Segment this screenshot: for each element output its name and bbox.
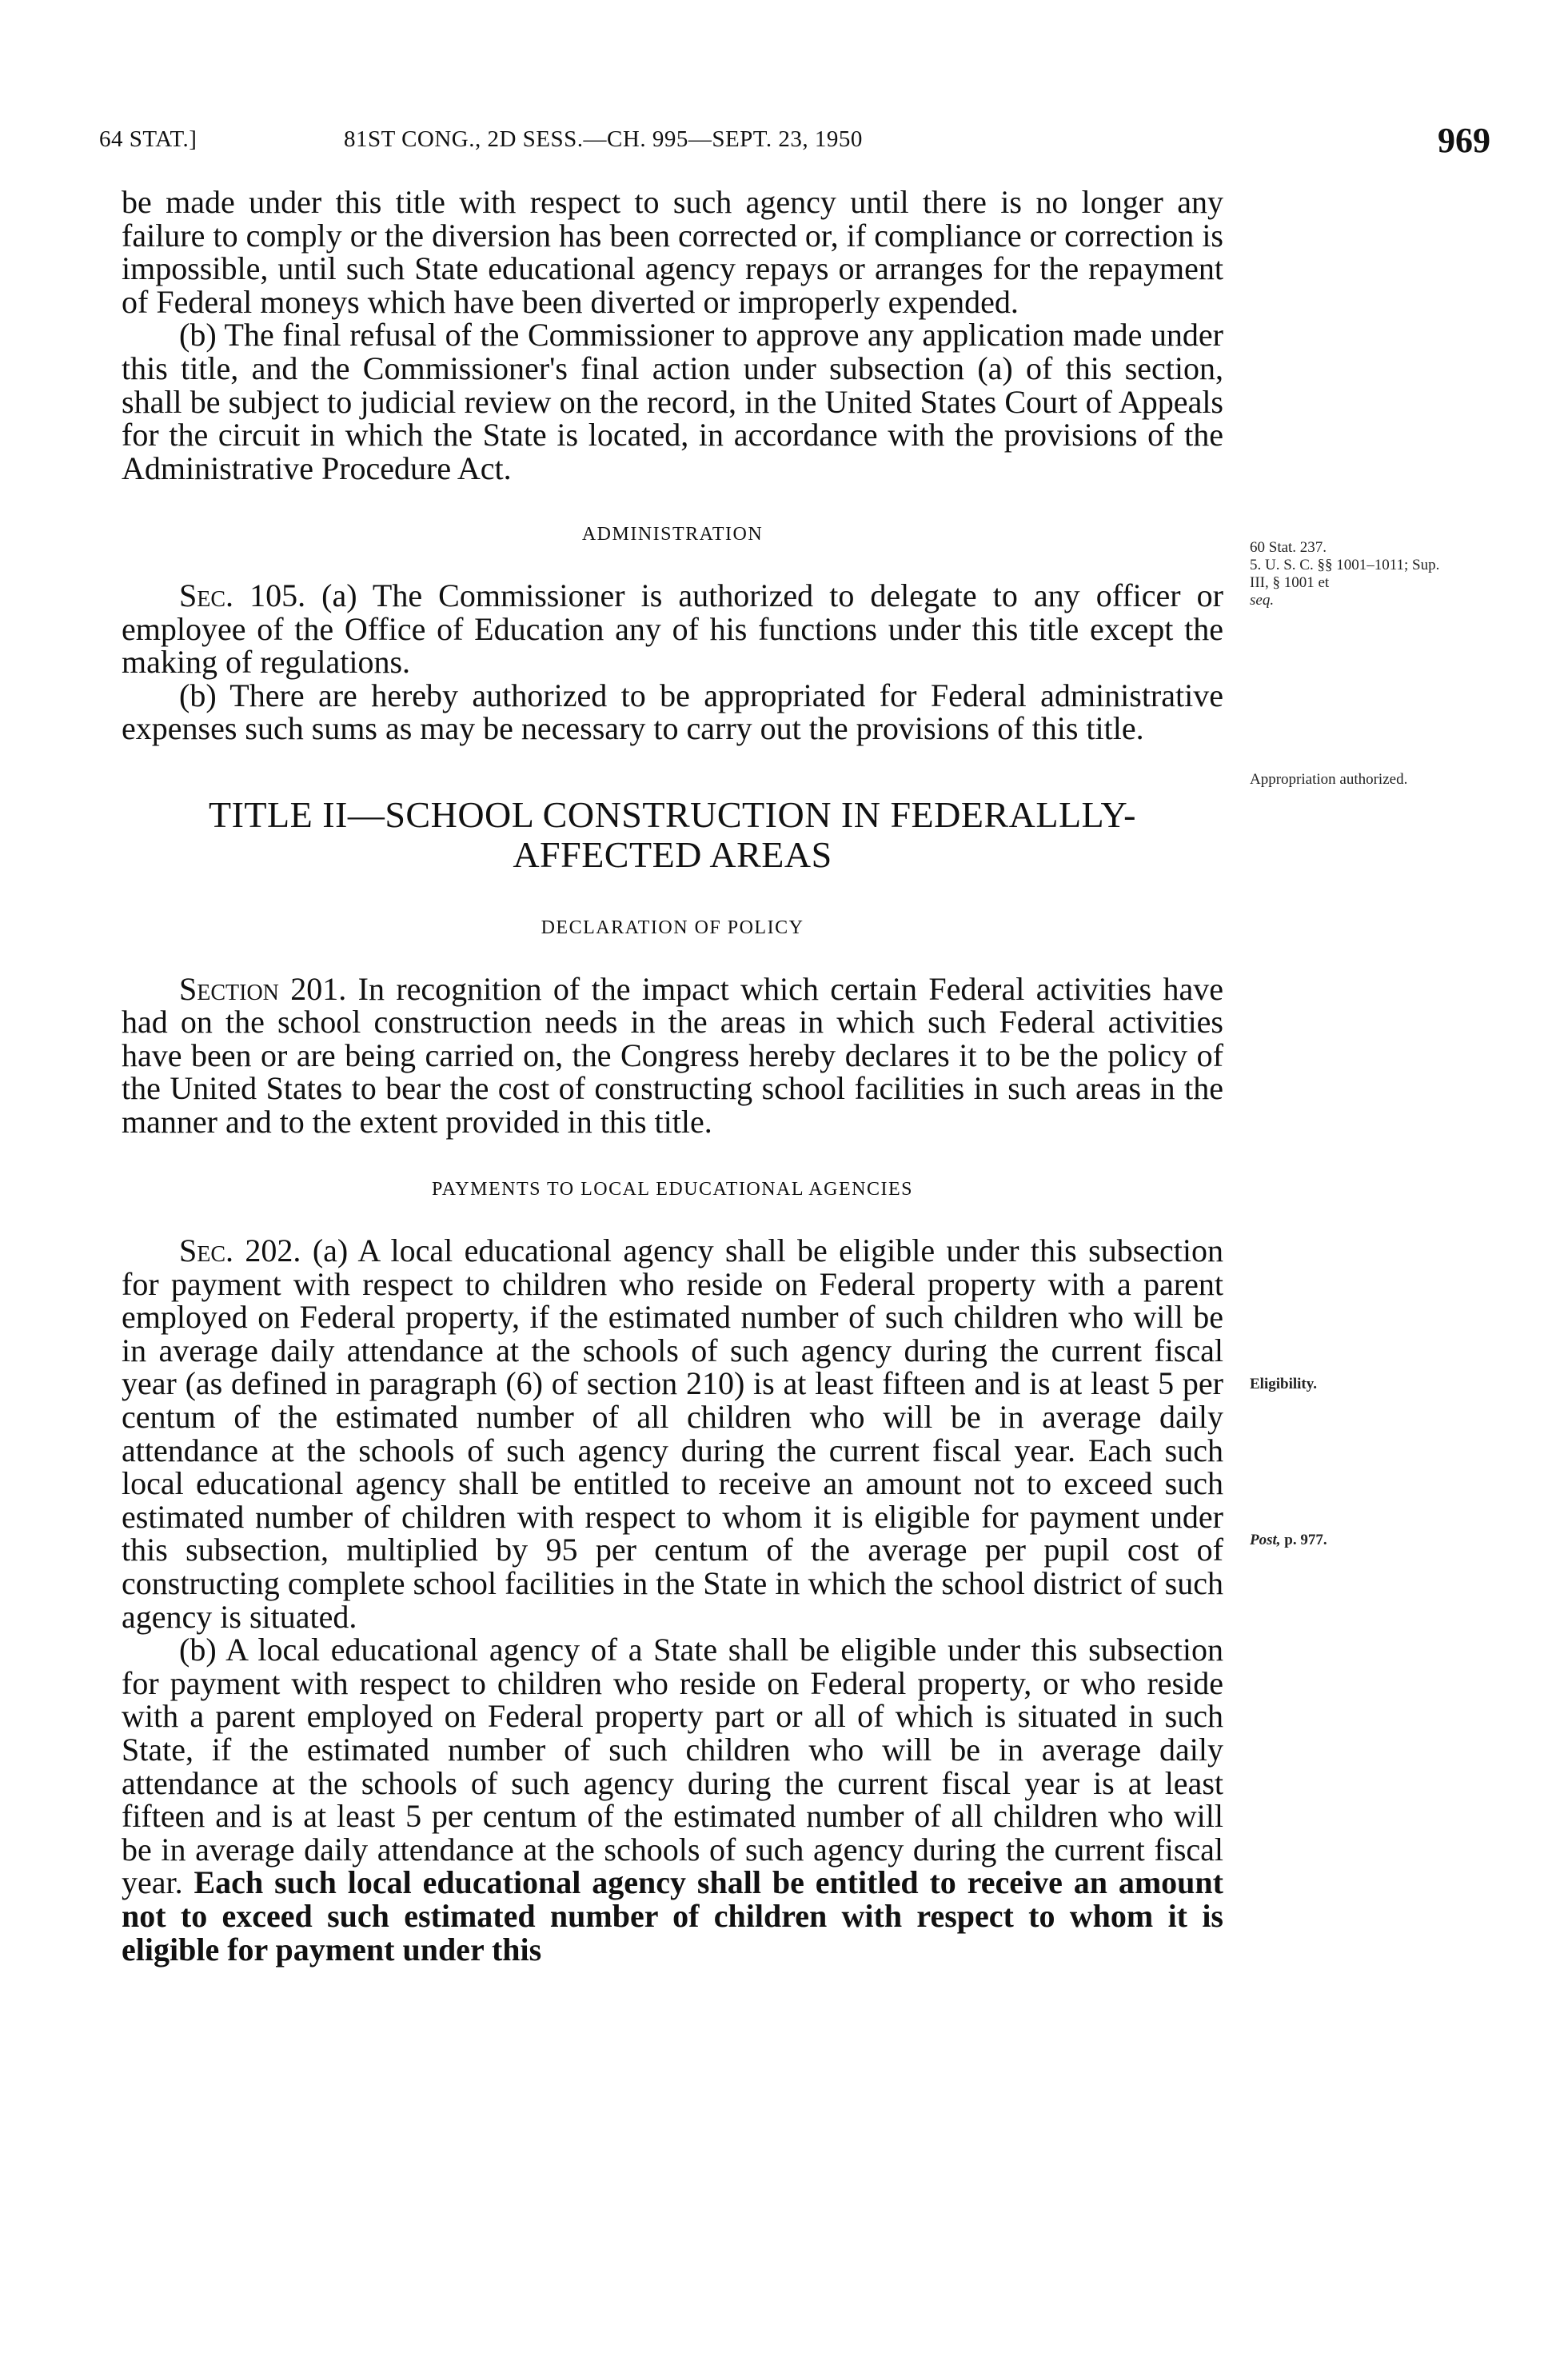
margin-note-citation-line-2: 5. U. S. C. §§ 1001–1011; Sup. III, § 1001 et — [1250, 557, 1440, 591]
paragraph-105b: (b) There are hereby authorized to be appropriated for Federal administrative expenses such sums as may be necessary to carry out the provisions of this title. — [122, 677, 1223, 747]
margin-note-appropriation: Appropriation authorized. — [1250, 771, 1408, 788]
title-line-2: AFFECTED AREAS — [513, 833, 832, 875]
statute-volume: 64 STAT.] — [99, 126, 197, 152]
section-105a-text: (a) The Commissioner is authorized to delegate to any officer or employee of the Office of Education any of his functions under this title except the making of regulations. — [122, 577, 1224, 681]
margin-note-post — [1250, 1532, 1442, 1549]
paragraph-104b: (b) The final refusal of the Commissioner to approve any application made under this title, and the Commissioner's final action under subsection (a) of this section, shall be subject to judicial review on the record, in the United States Court of Appeals for the circuit in which the State is located, in accordance with the provisions of the Administrative Procedure Act. — [122, 317, 1223, 486]
section-label-105: Sec. 105. — [179, 577, 306, 613]
main-text — [122, 186, 1223, 1966]
margin-note-post-page: p. 977. — [1280, 1532, 1327, 1548]
paragraph-201 — [122, 970, 1223, 1140]
section-label-201: Section 201. — [179, 970, 347, 1007]
paragraph-202b — [122, 1633, 1223, 1966]
paragraph-105a — [122, 579, 1223, 679]
page-number: 969 — [1438, 121, 1490, 160]
paragraph-continuation: be made under this title with respect to such agency until there is no longer any failure to comply or the diversion has been corrected or, if compliance or correction is impossible, until such State educational agency repays or arranges for the repayment of Federal moneys which have been diverted or improperly expended. — [122, 184, 1223, 320]
session-chapter-date: 81ST CONG., 2D SESS.—CH. 995—SEPT. 23, 1950 — [344, 126, 863, 152]
margin-note-post-italic: Post, — [1250, 1532, 1281, 1548]
margin-note-citation — [1250, 539, 1442, 609]
margin-note-eligibility: Eligibility. — [1250, 1376, 1317, 1392]
paragraph-202a — [122, 1234, 1223, 1633]
heading-declaration-of-policy: DECLARATION OF POLICY — [541, 917, 804, 938]
section-label-202: Sec. 202. — [179, 1232, 301, 1269]
title-heading — [122, 795, 1223, 875]
title-line-1: TITLE II—SCHOOL CONSTRUCTION IN FEDERALLLY- — [209, 793, 1136, 835]
margin-note-citation-line-3: seq. — [1250, 592, 1275, 609]
section-202b-text: (b) A local educational agency of a State shall be eligible under this subsection for payment with respect to children who reside on Federal property, or who reside with a parent employed on Federal property part or all of which is situated in such State, if the estimated number of such children who will be in average daily attendance at the schools of such agency during the current fiscal year is at least fifteen and is at least 5 per centum of the estimated number of all children who will be in average daily attendance at the schools of such agency during the current fiscal year. — [122, 1632, 1223, 1901]
margin-note-citation-line-1: 60 Stat. 237. — [1250, 539, 1327, 556]
running-head — [99, 120, 1490, 168]
section-202b-bold-text: Each such local educational agency shall be entitled to receive an amount not to exceed such estimated number of children with respect to whom it is eligible for payment under this — [122, 1864, 1223, 1968]
section-201-text: In recognition of the impact which certain Federal activities have had on the school construction needs in the areas in which such Federal activities have been or are being carried on, the Congress hereby declares it to be the policy of the United States to bear the cost of constructing school facilities in such areas in the manner and to the extent provided in this title. — [122, 970, 1223, 1140]
heading-payments: PAYMENTS TO LOCAL EDUCATIONAL AGENCIES — [432, 1179, 913, 1200]
heading-administration: ADMINISTRATION — [581, 524, 764, 545]
section-202a-text: (a) A local educational agency shall be eligible under this subsection for payment with respect to children who reside on Federal property with a parent employed on Federal property, if the estimated number of such children who will be in average daily attendance at the schools of such agency during the current fiscal year (as defined in paragraph (6) of section 210) is at least fifteen and is at least 5 per centum of the estimated number of all children who will be in average daily attendance at the schools of such agency during the current fiscal year. Each such local educational agency shall be entitled to receive an amount not to exceed such estimated number of children with respect to whom it is eligible for payment under this subsection, multiplied by 95 per centum of the average per pupil cost of constructing complete school facilities in the State in which the school district of such agency is situated. — [122, 1232, 1223, 1635]
